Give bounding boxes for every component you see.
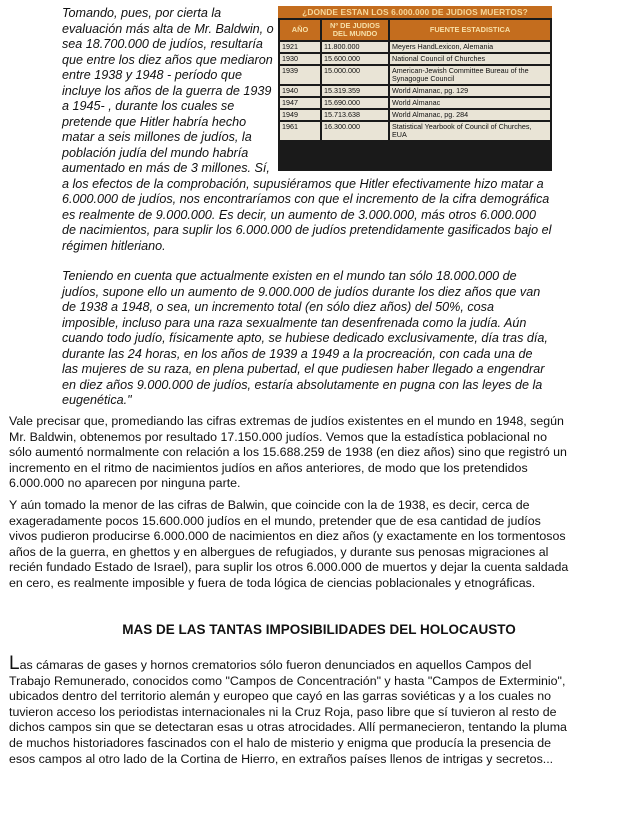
cell-source: American-Jewish Committee Bureau of the Synagogue Council: [390, 66, 550, 84]
cell-population: 15.000.000: [322, 66, 388, 84]
cell-year: 1947: [280, 98, 320, 108]
section-heading: MAS DE LAS TANTAS IMPOSIBILIDADES DEL HOLOCAUSTO: [122, 622, 516, 637]
body-paragraph-2-block: [9, 498, 571, 592]
cell-year: 1940: [280, 86, 320, 96]
cell-population: 15.600.000: [322, 54, 388, 64]
body-paragraph-1: Vale precisar que, promediando las cifras extremas de judíos existentes en el mundo en 1948, según Mr. Baldwin, obtenemos por resultado 17.150.000 judíos. Vemos que la estadística poblacional no sólo aumentó normalmente con relación a los 15.688.259 de 1938 (en diez años) sino que registró un incremento en el ritmo de nacimientos judíos en años anteriores, de modo que los pretendidos 6.000.000 no aparecen por ninguna parte.: [9, 414, 567, 491]
header-source: FUENTE ESTADISTICA: [390, 20, 550, 40]
body-paragraph-3-text: as cámaras de gases y hornos crematorios sólo fueron denunciados en aquellos Campos del Trabajo Remunerado, conocidos como "Campos de Concentración" y hasta "Campos de Exterminio", ubicados dentro del territorio alemán y europeo que cayó en las garras soviéticas y a los cuales no tuvieron acceso los periodistas internacionales ni la Cruz Roja, paso libre que sí tuvieron al resto de dichos campos sin que se detectaran esas u otras atrocidades. Allí permanecieron, tentando la pluma de muchos historiadores fascinados con el halo de misterio y enigma que producía la presencia de esos campos al otro lado de la Cortina de Hierro, en extraños países llenos de intrigas y secretos...: [9, 658, 567, 766]
cell-source: World Almanac, pg. 284: [390, 110, 550, 120]
table-header-row: [280, 20, 550, 40]
header-population: Nº DE JUDIOS DEL MUNDO: [322, 20, 388, 40]
cell-year: 1921: [280, 42, 320, 52]
body-paragraph-3-block: [9, 653, 571, 767]
cell-source: Statistical Yearbook of Council of Churches, EUA: [390, 122, 550, 140]
body-paragraph-1-block: [9, 414, 571, 492]
table-row: [280, 122, 550, 140]
cell-population: 15.690.000: [322, 98, 388, 108]
table-row: [280, 110, 550, 120]
cell-year: 1961: [280, 122, 320, 140]
cell-year: 1949: [280, 110, 320, 120]
quote-paragraph-2: Teniendo en cuenta que actualmente existen en el mundo tan sólo 18.000.000 de judíos, supone ello un aumento de 9.000.000 de judíos durante los diez años que van de 1938 a 1948, o sea, un incremento total (en sólo diez años) del 50%, cosa imposible, incluso para una raza sexualmente tan desenfrenada como la judía. Aún cuando todo judío, físicamente apto, se hubiese dedicado exclusivamente, día tras día, durante las 24 horas, en los años de 1939 a 1949 a la procreación, con cada una de las mujeres de su raza, en plena pubertad, el que pudiesen haber llegado a engendrar en diez años 9.000.000 de judíos, estaría absolutamente en pugna con las leyes de la eugenética.": [62, 269, 548, 407]
drop-cap: L: [9, 653, 20, 674]
cell-source: World Almanac: [390, 98, 550, 108]
cell-year: 1939: [280, 66, 320, 84]
cell-population: 15.713.638: [322, 110, 388, 120]
table-row: [280, 86, 550, 96]
population-table-image: [278, 6, 552, 171]
cell-source: World Almanac, pg. 129: [390, 86, 550, 96]
cell-source: Meyers HandLexicon, Alemania: [390, 42, 550, 52]
body-paragraph-3: [9, 653, 571, 767]
population-table: [278, 18, 552, 142]
table-row: [280, 98, 550, 108]
quote-paragraph-1: Tomando, pues, por cierta la evaluación más alta de Mr. Baldwin, o sea 18.700.000 de judíos, resultaría que entre los diez años que mediaron entre 1938 y 1948 - período que incluye los años de la guerra de 1939 a 1945- , durante los cuales se pretende que Hitler habría hecho matar a seis millones de judíos, la población judía del mundo habría aumentado en más de 3 millones. Sí, a los efectos de la comprobación, supusiéramos que Hitler efectivamente hizo matar a 6.000.000 de judíos, nos encontraríamos con que el incremento de la cifra demográfica es realmente de 9.000.000. Es decir, un aumento de 3.000.000, más otros 6.000.000 de nacimientos, para suplir los 6.000.000 de judíos pretendidamente gasificados bajo el régimen hitleriano.: [62, 6, 552, 253]
body-paragraph-2: Y aún tomado la menor de las cifras de Balwin, que coincide con la de 1938, es decir, cerca de exageradamente pocos 15.600.000 judíos en el mundo, pretender que de esa cantidad de judíos vivos pudieron producirse 6.000.000 de nacimientos en diez años (y exactamente en los tormentosos años de la guerra, en ghettos y en albergues de refugiados, y durante sus penosas migraciones al recién fundado Estado de Israel), para suplir los otros 6.000.000 de muertos y dejar la cuenta saldada en cero, es realmente imposible y fuera de toda lógica de ciencias poblacionales y etnográficas.: [9, 498, 569, 590]
cell-population: 15.319.359: [322, 86, 388, 96]
header-year: AÑO: [280, 20, 320, 40]
cell-population: 11.800.000: [322, 42, 388, 52]
cell-population: 16.300.000: [322, 122, 388, 140]
quoted-passage: [62, 6, 552, 409]
table-row: [280, 54, 550, 64]
table-title: ¿DONDE ESTAN LOS 6.000.000 DE JUDIOS MUERTOS?: [278, 6, 552, 18]
cell-year: 1930: [280, 54, 320, 64]
table-row: [280, 66, 550, 84]
table-row: [280, 42, 550, 52]
cell-source: National Council of Churches: [390, 54, 550, 64]
